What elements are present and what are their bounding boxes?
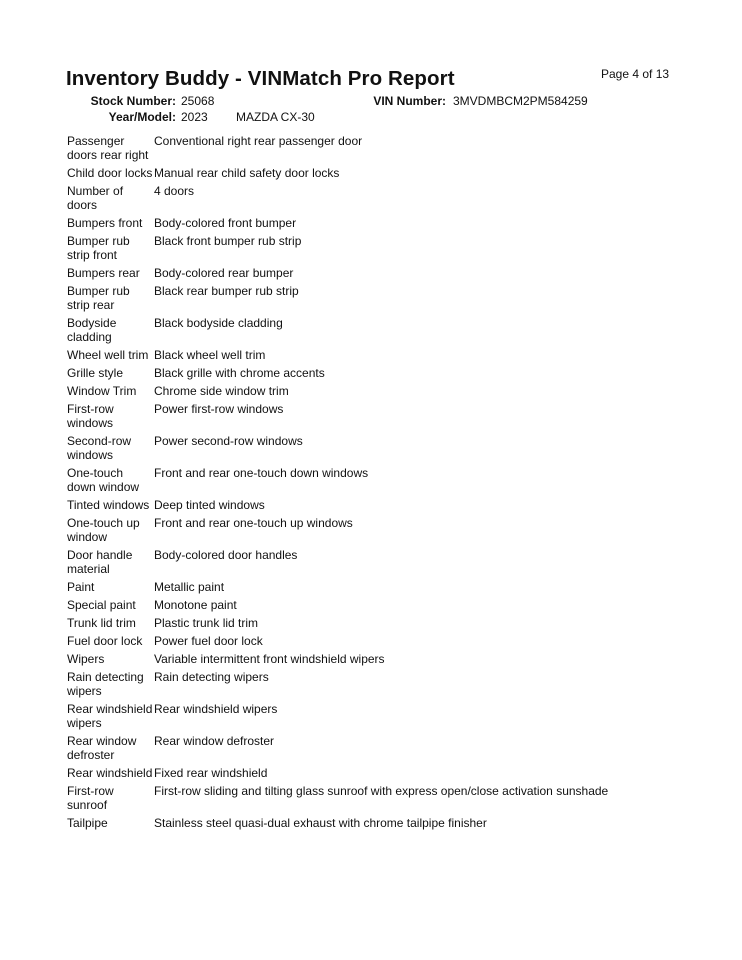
spec-row <box>67 615 707 633</box>
spec-label: Rain detecting wipers <box>67 670 144 698</box>
spec-label: Second-row windows <box>67 434 132 462</box>
page-number: Page 4 of 13 <box>601 67 670 81</box>
spec-row <box>67 633 707 651</box>
spec-label: One-touch down window <box>67 466 140 494</box>
vin-number-value: 3MVDMBCM2PM584259 <box>453 94 588 108</box>
spec-row <box>67 765 707 783</box>
spec-row <box>67 215 707 233</box>
spec-label: Tailpipe <box>67 816 108 830</box>
spec-label: Rear windshield <box>67 766 153 780</box>
spec-row <box>67 783 707 815</box>
year-model-row <box>0 110 742 125</box>
model-value: MAZDA CX-30 <box>236 110 315 124</box>
stock-vin-row <box>0 94 742 109</box>
spec-label: First-row sunroof <box>67 784 114 812</box>
spec-label: Special paint <box>67 598 136 612</box>
spec-value: Rear window defroster <box>154 734 275 748</box>
spec-row <box>67 579 707 597</box>
stock-number-value: 25068 <box>181 94 215 108</box>
spec-row <box>67 283 707 315</box>
spec-row <box>67 669 707 701</box>
spec-value: Power fuel door lock <box>154 634 263 648</box>
spec-row <box>67 401 707 433</box>
stock-number-label: Stock Number: <box>90 94 176 108</box>
spec-row <box>67 433 707 465</box>
spec-label: Window Trim <box>67 384 137 398</box>
spec-value: Metallic paint <box>154 580 225 594</box>
spec-label: Passenger doors rear right <box>67 134 149 162</box>
spec-label: Tinted windows <box>67 498 150 512</box>
year-value: 2023 <box>181 110 208 124</box>
spec-label: Bumpers rear <box>67 266 140 280</box>
spec-label: Bodyside cladding <box>67 316 117 344</box>
spec-value: Power second-row windows <box>154 434 303 448</box>
spec-row <box>67 165 707 183</box>
spec-value: Rain detecting wipers <box>154 670 269 684</box>
spec-list <box>67 133 707 833</box>
spec-label: One-touch up window <box>67 516 140 544</box>
spec-row <box>67 651 707 669</box>
spec-value: Conventional right rear passenger door <box>154 134 363 148</box>
spec-label: Bumper rub strip front <box>67 234 130 262</box>
spec-value: Deep tinted windows <box>154 498 265 512</box>
spec-label: Paint <box>67 580 95 594</box>
spec-label: Fuel door lock <box>67 634 143 648</box>
spec-label: Wheel well trim <box>67 348 149 362</box>
spec-row <box>67 365 707 383</box>
spec-label: Child door locks <box>67 166 153 180</box>
spec-label: Bumpers front <box>67 216 143 230</box>
spec-label: Bumper rub strip rear <box>67 284 130 312</box>
spec-row <box>67 383 707 401</box>
spec-row <box>67 133 707 165</box>
spec-value: Body-colored front bumper <box>154 216 297 230</box>
spec-label: Grille style <box>67 366 124 380</box>
spec-label: Trunk lid trim <box>67 616 136 630</box>
spec-row <box>67 815 707 833</box>
spec-label: Rear windshield wipers <box>67 702 153 730</box>
spec-value: Front and rear one-touch up windows <box>154 516 353 530</box>
spec-row <box>67 183 707 215</box>
spec-value: Black rear bumper rub strip <box>154 284 299 298</box>
spec-row <box>67 497 707 515</box>
spec-value: 4 doors <box>154 184 195 198</box>
spec-value: Black grille with chrome accents <box>154 366 325 380</box>
spec-row <box>67 515 707 547</box>
spec-row <box>67 315 707 347</box>
spec-value: Body-colored rear bumper <box>154 266 294 280</box>
spec-row <box>67 547 707 579</box>
year-model-label: Year/Model: <box>108 110 176 124</box>
spec-value: Power first-row windows <box>154 402 284 416</box>
spec-value: Fixed rear windshield <box>154 766 268 780</box>
spec-value: Variable intermittent front windshield wipers <box>154 652 385 666</box>
spec-label: Number of doors <box>67 184 124 212</box>
spec-row <box>67 701 707 733</box>
spec-value: Plastic trunk lid trim <box>154 616 259 630</box>
spec-label: Rear window defroster <box>67 734 137 762</box>
spec-label: Door handle material <box>67 548 133 576</box>
spec-value: First-row sliding and tilting glass sunroof with express open/close activation sunshade <box>154 784 609 798</box>
spec-label: Wipers <box>67 652 105 666</box>
spec-value: Black wheel well trim <box>154 348 266 362</box>
spec-row <box>67 233 707 265</box>
spec-value: Front and rear one-touch down windows <box>154 466 369 480</box>
report-title: Inventory Buddy - VINMatch Pro Report <box>66 67 455 90</box>
spec-row <box>67 465 707 497</box>
spec-value: Black bodyside cladding <box>154 316 283 330</box>
spec-row <box>67 347 707 365</box>
spec-row <box>67 733 707 765</box>
spec-row <box>67 597 707 615</box>
spec-label: First-row windows <box>67 402 114 430</box>
spec-value: Black front bumper rub strip <box>154 234 302 248</box>
spec-value: Body-colored door handles <box>154 548 298 562</box>
spec-value: Rear windshield wipers <box>154 702 278 716</box>
spec-row <box>67 265 707 283</box>
spec-value: Chrome side window trim <box>154 384 289 398</box>
spec-value: Monotone paint <box>154 598 237 612</box>
vin-number-label: VIN Number: <box>373 94 446 108</box>
spec-value: Stainless steel quasi-dual exhaust with chrome tailpipe finisher <box>154 816 487 830</box>
spec-value: Manual rear child safety door locks <box>154 166 340 180</box>
